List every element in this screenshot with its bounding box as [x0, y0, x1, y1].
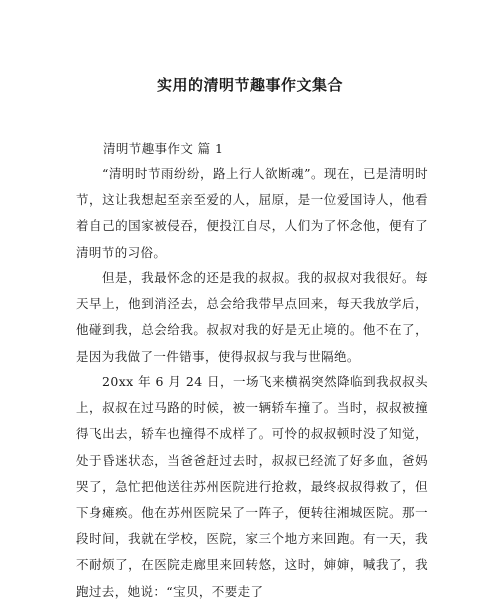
paragraph-1	[76, 161, 428, 266]
paragraph-text: 但是，我最怀念的还是我的叔叔。我的叔叔对我很好。每天早上，他到消泾去，总会给我带早点回来，每天我放学后，他碰到我，总会给我。叔叔对我的好是无止境的。他不在了，是因为我做了一件错事，使得叔叔与我与世隔绝。	[76, 270, 428, 364]
section-heading: 清明节趣事作文 篇 1	[103, 141, 224, 156]
paragraph-text: 20xx 年 6 月 24 日，一场飞来横祸突然降临到我叔叔头上，叔叔在过马路的时候，被一辆轿车撞了。当时，叔叔被撞得飞出去，轿车也撞得不成样了。可怜的叔叔顿时没了知觉，处于昏迷状态，当爸爸赶过去时，叔叔已经流了好多血，爸妈哭了，急忙把他送往苏州医院进行抢救，最终叔叔得救了，但下身瘫痪。他在苏州医院呆了一阵子，便转往湘城医院。那一段时间，我就在学校，医院，家三个地方来回跑。有一天，我不耐烦了，在医院走廊里来回转悠，这时，婶婶，喊我了，我跑过去，她说：“宝贝，不要走了	[76, 374, 428, 599]
document-title: 实用的清明节趣事作文集合	[156, 76, 343, 94]
paragraph-2	[76, 265, 428, 370]
paragraph-3	[76, 369, 428, 605]
paragraph-text: “清明时节雨纷纷，路上行人欲断魂”。现在，已是清明时节，这让我想起至亲至爱的人，屈原，是一位爱国诗人，他看着自己的国家被侵吞，便投江自尽，人们为了怀念他，便有了清明节的习俗。	[76, 166, 428, 260]
